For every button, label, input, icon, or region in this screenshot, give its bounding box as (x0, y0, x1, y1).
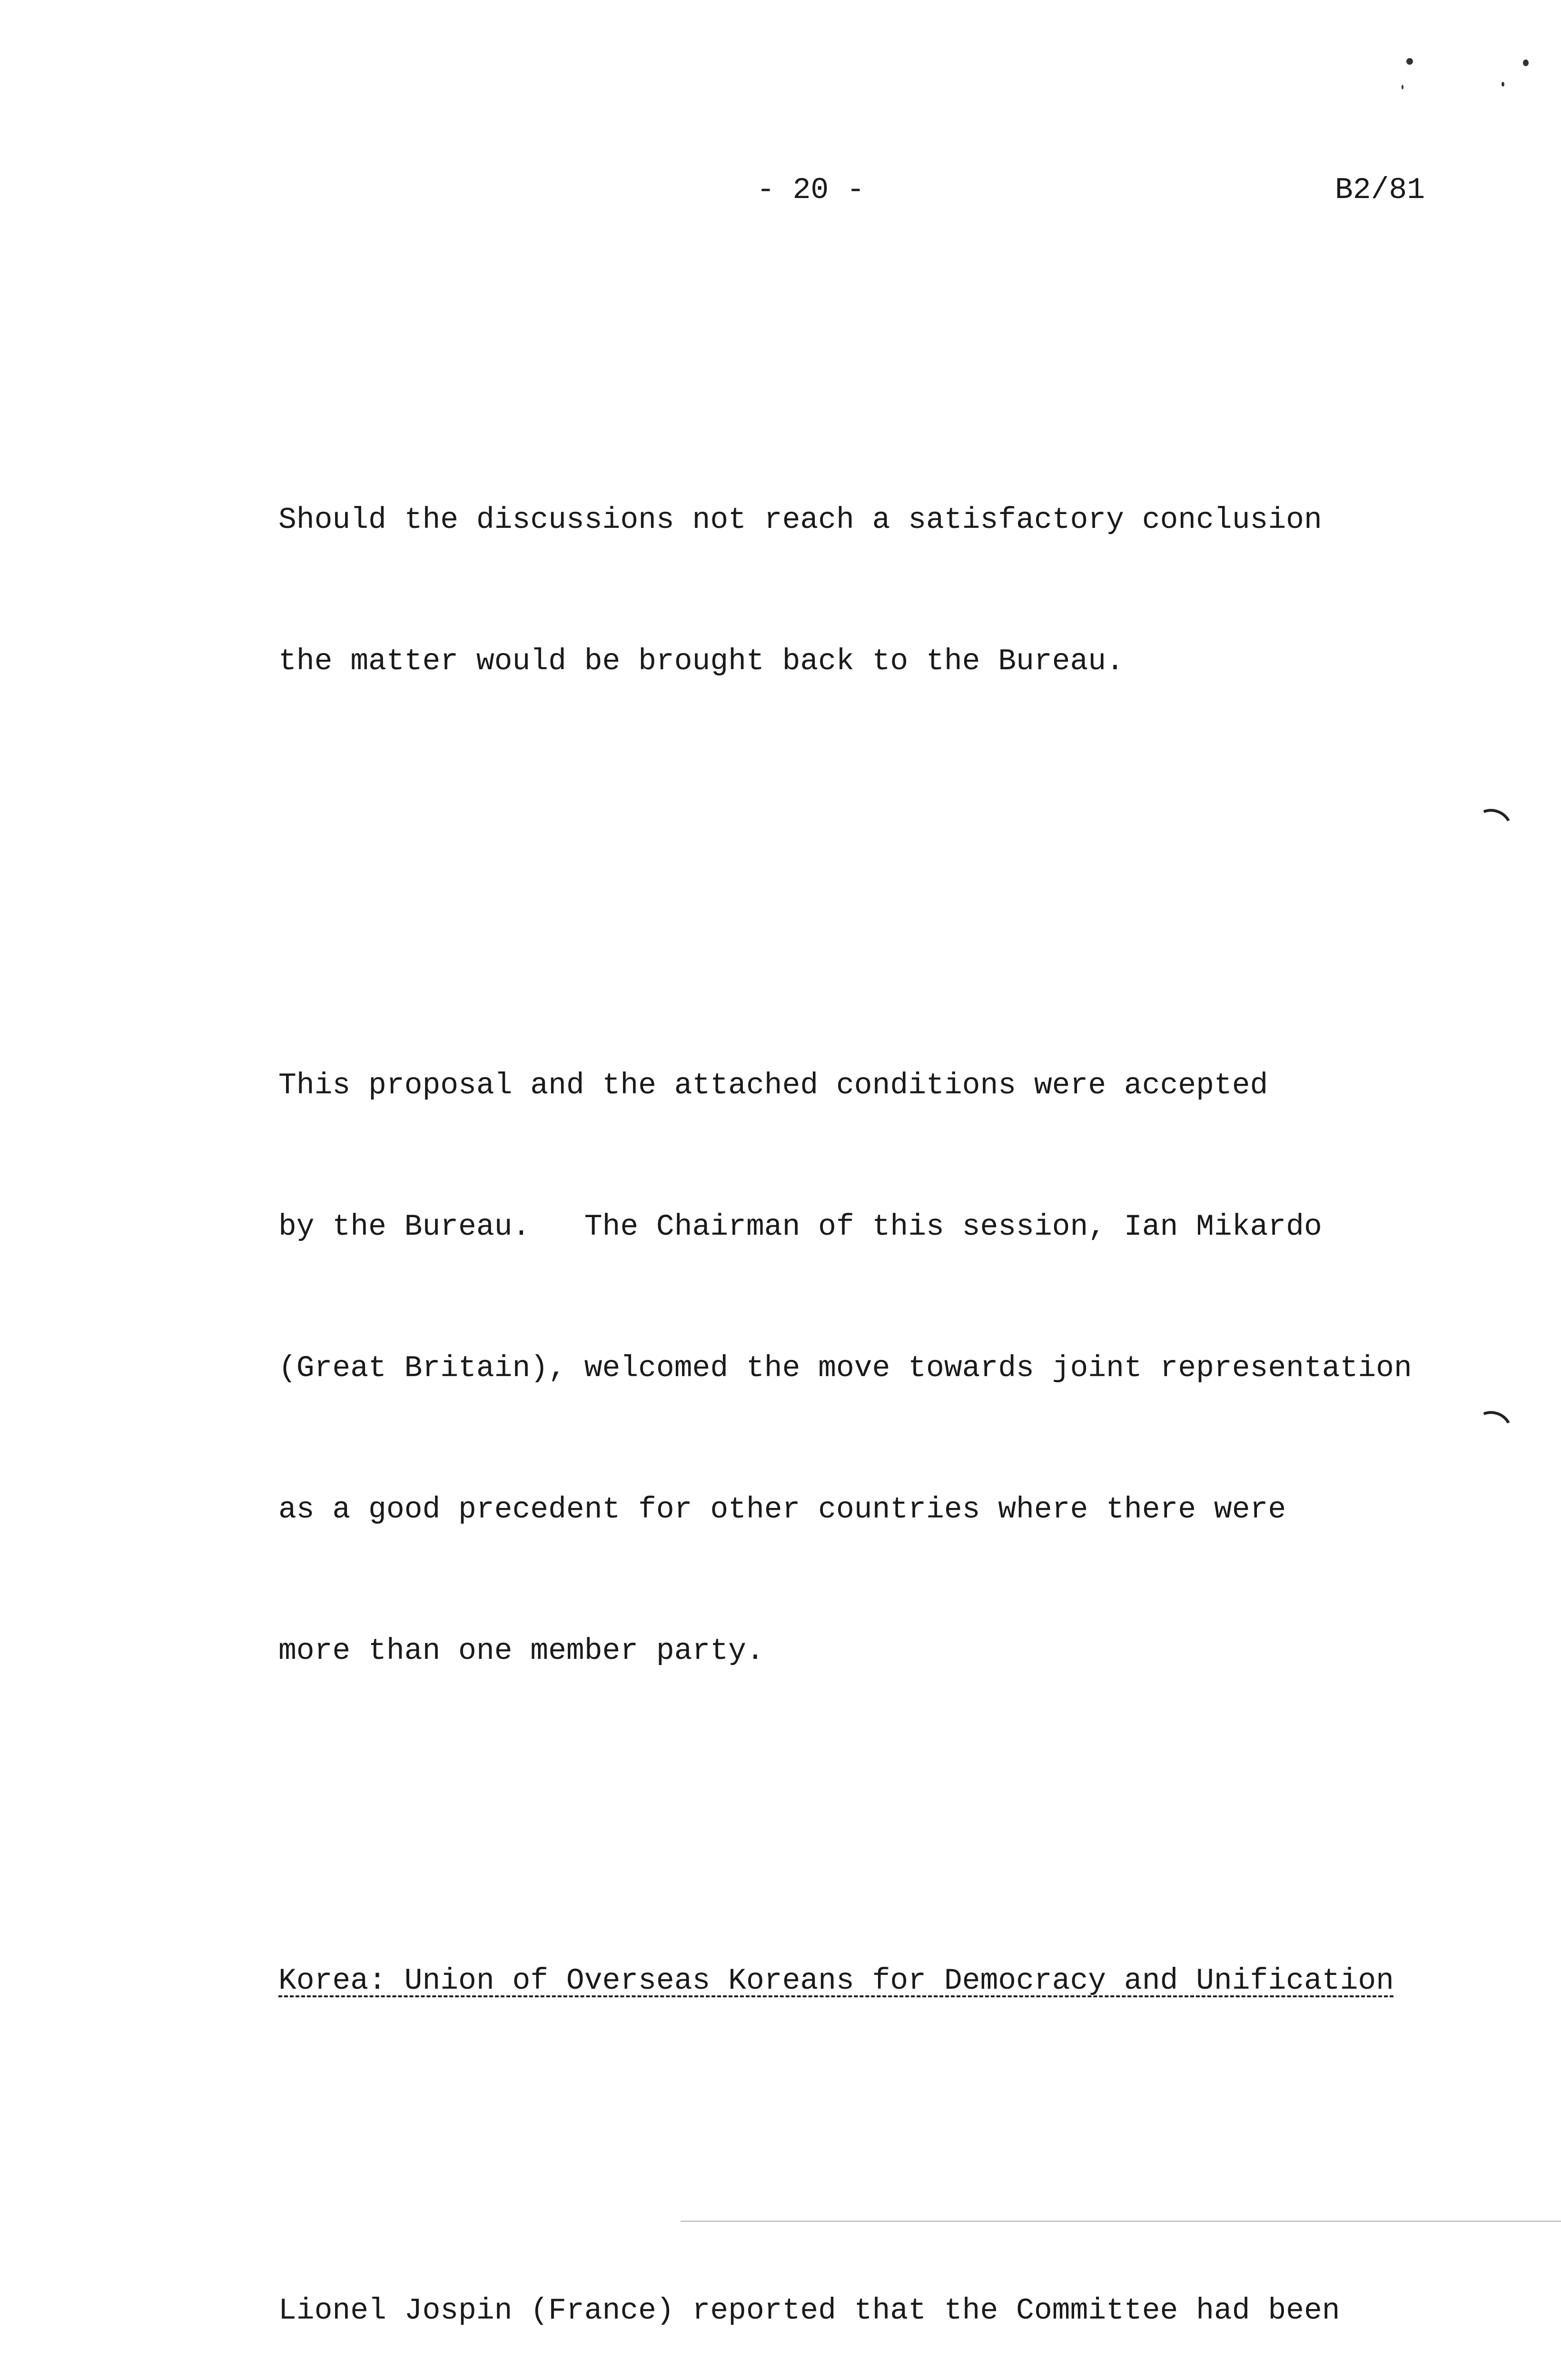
document-reference: B2/81 (1335, 173, 1425, 207)
text-line: (Great Britain), welcomed the move towards joint representation (278, 1351, 1412, 1385)
scan-speck (1406, 58, 1413, 65)
text-line: by the Bureau. The Chairman of this session, Ian Mikardo (278, 1210, 1322, 1244)
section-heading: Korea: Union of Overseas Koreans for Democracy and Unification (278, 1964, 1394, 1998)
text-line: Lionel Jospin (France) reported that the Committee had been (278, 2294, 1340, 2328)
paragraph-proposal (278, 968, 1525, 1769)
page-header (0, 169, 1561, 212)
scan-speck (1523, 60, 1529, 66)
text-line: Should the discussions not reach a satisfactory conclusion (278, 503, 1322, 537)
text-line: more than one member party. (278, 1634, 764, 1668)
scan-speck (1502, 82, 1504, 87)
text-line: This proposal and the attached conditions were accepted (278, 1069, 1268, 1102)
text-line: as a good precedent for other countries where there were (278, 1493, 1286, 1527)
page-number: - 20 - (757, 173, 865, 207)
paragraph-conclusion (278, 402, 1525, 779)
scan-speck (1402, 85, 1403, 89)
text-line: the matter would be brought back to the Bureau. (278, 645, 1124, 678)
bottom-edge-line (681, 2221, 1561, 2222)
body-text (278, 261, 1525, 2380)
